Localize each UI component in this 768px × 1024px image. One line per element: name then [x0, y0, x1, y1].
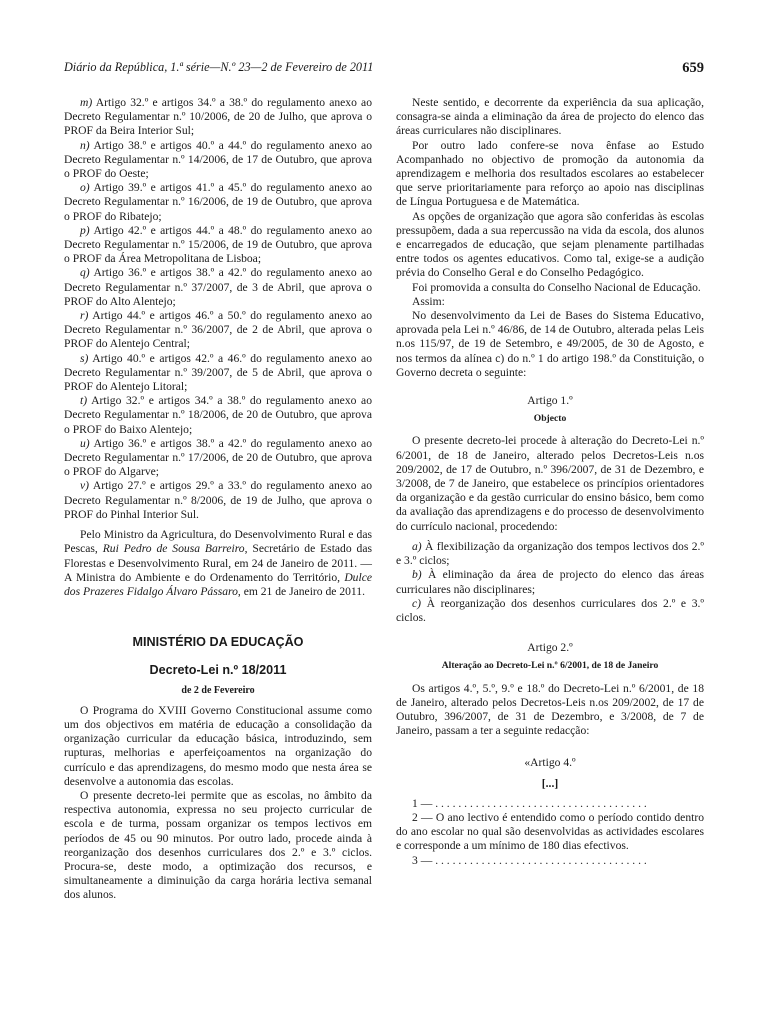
body-paragraph: As opções de organização que agora são conferidas às escolas pressupõem, dada a sua repercussão na vida da escola, dos alunos e encarregados de educação, que sejam plenamente partilhadas entre todos os agentes educativos. Como tal, exige-se a audição prévia do Conselho Geral e do Conselho Pedagógico.	[396, 209, 704, 280]
body-paragraph: O presente decreto-lei procede à alteração do Decreto-Lei n.º 6/2001, de 18 de Janeiro, alterado pelos Decretos-Leis n.os 209/2002, de 17 de Outubro, n.º 396/2007, de 31 de Dezembro, e 3/2008, de 7 de Janeiro, que estabelece os princípios orientadores da organização e da gestão curricular do ensino básico, bem como da avaliação das aprendizagens e do processo de desenvolvimento do currículo nacional, procedendo:	[396, 434, 704, 533]
body-paragraph: Assim:	[412, 294, 445, 308]
list-item: v) Artigo 27.º e artigos 29.º a 33.º do regulamento anexo ao Decreto Regulamentar n.º 8/2006, de 19 de Julho, que aprova o PROF do Pinhal Interior Sul.	[64, 479, 372, 521]
article-heading: Artigo 2.º	[527, 641, 573, 655]
publication-line: Diário da República, 1.ª série—N.º 23—2 de Fevereiro de 2011	[64, 60, 374, 74]
list-item: u) Artigo 36.º e artigos 38.º a 42.º do regulamento anexo ao Decreto Regulamentar n.º 17/2006, de 20 de Outubro, que aprova o PROF do Algarve;	[64, 436, 372, 479]
list-item: a) À flexibilização da organização dos tempos lectivos dos 2.º e 3.º ciclos;	[396, 539, 704, 568]
article-heading: Artigo 1.º	[527, 394, 573, 408]
body-paragraph: Foi promovida a consulta do Conselho Nacional de Educação.	[412, 280, 701, 294]
signatory-name: Rui Pedro de Sousa Barreiro	[102, 542, 245, 556]
list-item: s) Artigo 40.º e artigos 42.º a 46.º do regulamento anexo ao Decreto Regulamentar n.º 39/2007, de 5 de Abril, que aprova o PROF do Alentejo Litoral;	[64, 351, 372, 394]
right-column	[396, 96, 704, 868]
body-paragraph: O Programa do XVIII Governo Constitucional assume como um dos objectivos em matéria de educação a consolidação da organização curricular da educação básica, introduzindo, sem rupturas, melhorias e aperfeiçoamentos na organização do currículo e das aprendizagens, do mesmo modo que nesta área se desenvolve a autonomia das escolas.	[64, 703, 372, 788]
article-subject: Alteração ao Decreto-Lei n.º 6/2001, de 18 de Janeiro	[441, 660, 659, 672]
left-column	[64, 96, 372, 903]
list-item: m) Artigo 32.º e artigos 34.º a 38.º do regulamento anexo ao Decreto Regulamentar n.º 10/2006, de 20 de Julho, que aprova o PROF da Beira Interior Sul;	[64, 96, 372, 138]
list-item: t) Artigo 32.º e artigos 34.º a 38.º do regulamento anexo ao Decreto Regulamentar n.º 18/2006, de 20 de Outubro, que aprova o PROF do Baixo Alentejo;	[64, 394, 372, 436]
page-number: 659	[682, 60, 704, 76]
list-item: c) À reorganização dos desenhos curriculares dos 2.º e 3.º ciclos.	[396, 596, 704, 624]
ministry-heading: MINISTÉRIO DA EDUCAÇÃO	[132, 635, 304, 650]
numbered-clause: 2 — O ano lectivo é entendido como o período contido dentro do ano escolar no qual são desenvolvidas as actividades escolares e corresponde a um mínimo de 180 dias efectivos.	[396, 810, 704, 853]
decree-date: de 2 de Fevereiro	[181, 684, 255, 696]
list-item: o) Artigo 39.º e artigos 41.º a 45.º do regulamento anexo ao Decreto Regulamentar n.º 16/2006, de 19 de Outubro, que aprova o PROF do Ribatejo;	[64, 181, 372, 223]
list-item: p) Artigo 42.º e artigos 44.º a 48.º do regulamento anexo ao Decreto Regulamentar n.º 15/2006, de 19 de Outubro, que aprova o PROF da Área Metropolitana de Lisboa;	[64, 223, 372, 266]
omission-marker: [...]	[541, 776, 559, 790]
article-subject: Objecto	[533, 413, 567, 425]
body-paragraph: O presente decreto-lei permite que as escolas, no âmbito da respectiva autonomia, expressa no seu projecto curricular de escola e de turma, possam organizar os tempos lectivos em períodos de 45 ou 90 minutos. Por outro lado, procede ainda à reorganização dos desenhos curriculares dos 2.º e 3.º ciclos. Procura-se, deste modo, a optimização dos recursos, e simultaneamente a diminuição da carga horária lectiva semanal dos alunos.	[64, 788, 372, 902]
numbered-clause: 1 — . . . . . . . . . . . . . . . . . . . . . . . . . . . . . . . . . . . . .	[412, 796, 647, 810]
decree-title: Decreto-Lei n.º 18/2011	[149, 663, 287, 678]
signature-paragraph: Pelo Ministro da Agricultura, do Desenvolvimento Rural e das Pescas, Rui Pedro de Sousa Barreiro, Secretário de Estado das Florestas e Desenvolvimento Rural, em 24 de Janeiro de 2011. — A Ministra do Ambiente e do Ordenamento do Território, Dulce dos Prazeres Fidalgo Álvaro Pássaro, em 21 de Janeiro de 2011.	[64, 528, 372, 598]
signatory-name: Dulce dos Prazeres Fidalgo Álvaro Pássaro	[64, 570, 372, 598]
body-paragraph: Neste sentido, e decorrente da experiência da sua aplicação, consagra-se ainda a eliminação da área de projecto do elenco das áreas curriculares não disciplinares.	[396, 96, 704, 138]
quoted-article-heading: «Artigo 4.º	[524, 756, 576, 770]
body-paragraph: No desenvolvimento da Lei de Bases do Sistema Educativo, aprovada pela Lei n.º 46/86, de 14 de Outubro, alterada pelas Leis n.os 115/97, de 19 de Setembro, e 49/2005, de 30 de Agosto, e nos termos da alínea c) do n.º 1 do artigo 198.º da Constituição, o Governo decreta o seguinte:	[396, 309, 704, 379]
list-item: r) Artigo 44.º e artigos 46.º a 50.º do regulamento anexo ao Decreto Regulamentar n.º 36/2007, de 2 de Abril, que aprova o PROF do Alentejo Central;	[64, 309, 372, 351]
list-item: q) Artigo 36.º e artigos 38.º a 42.º do regulamento anexo ao Decreto Regulamentar n.º 37/2007, de 3 de Abril, que aprova o PROF do Alto Alentejo;	[64, 266, 372, 308]
page-header	[64, 60, 704, 80]
body-paragraph: Por outro lado confere-se nova ênfase ao Estudo Acompanhado no objectivo de promoção da autonomia da aprendizagem e melhoria dos resultados escolares ao estabelecer que serve prioritariamente para reforço ao apoio nas disciplinas de Língua Portuguesa e de Matemática.	[396, 138, 704, 209]
list-item: b) À eliminação da área de projecto do elenco das áreas curriculares não disciplinares;	[396, 568, 704, 596]
list-item: n) Artigo 38.º e artigos 40.º a 44.º do regulamento anexo ao Decreto Regulamentar n.º 14/2006, de 17 de Outubro, que aprova o PROF do Oeste;	[64, 138, 372, 181]
numbered-clause: 3 — . . . . . . . . . . . . . . . . . . . . . . . . . . . . . . . . . . . . .	[412, 853, 647, 867]
body-paragraph: Os artigos 4.º, 5.º, 9.º e 18.º do Decreto-Lei n.º 6/2001, de 18 de Janeiro, alterado pelos Decretos-Leis n.os 209/2002, de 17 de Outubro, 396/2007, de 31 de Dezembro, e 3/2008, de 7 de Janeiro, passam a ter a seguinte redacção:	[396, 681, 704, 738]
